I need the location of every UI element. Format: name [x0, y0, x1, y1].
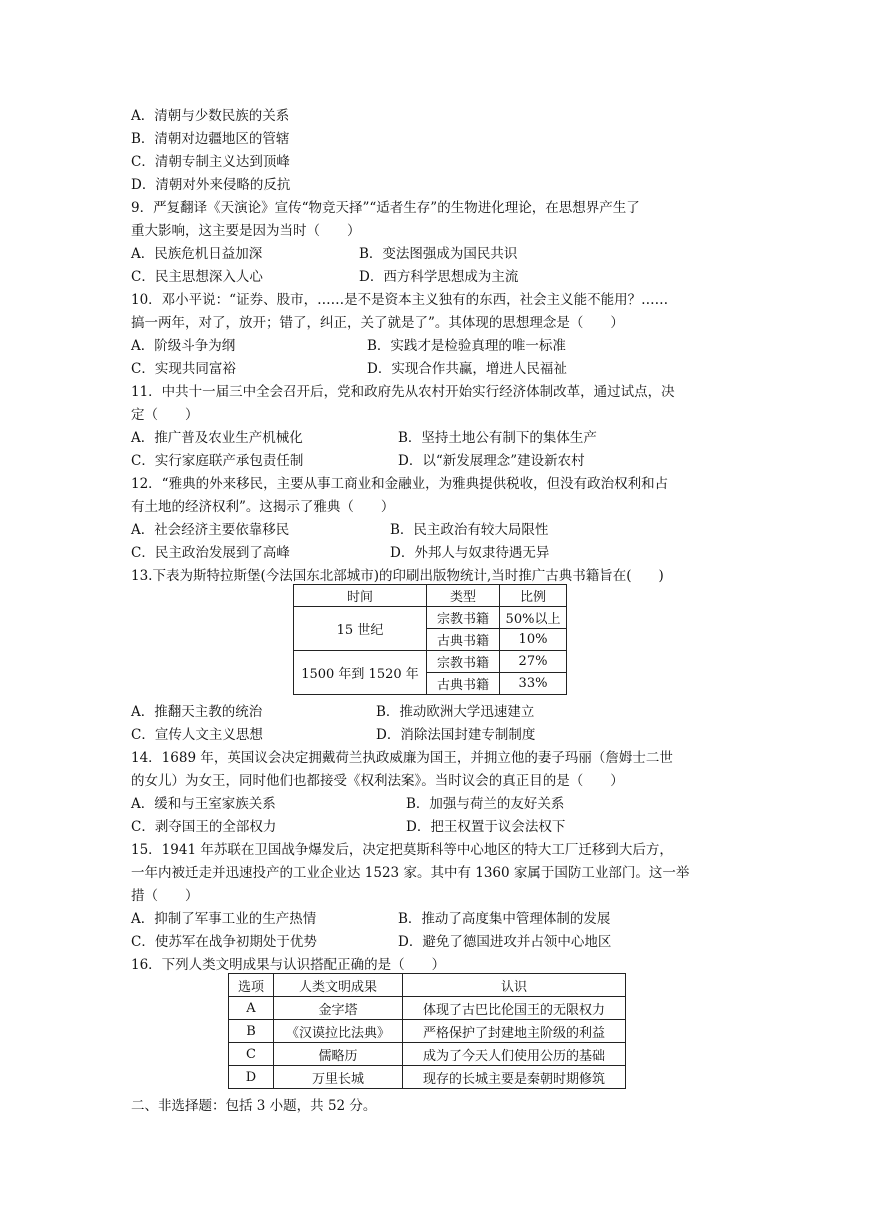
q15-option-c: C．使苏军在战争初期处于优势 [131, 934, 317, 950]
table-cell: 33% [500, 673, 567, 695]
q15-stem-line2: 一年内被迁走并迅速投产的工业企业达 1523 家。其中有 1360 家属于国防工业部门。这一举 [131, 865, 690, 881]
q10-option-b: B．实践才是检验真理的唯一标准 [367, 338, 566, 354]
q12-option-d: D．外邦人与奴隶待遇无异 [390, 545, 550, 561]
q8-option-b: B．清朝对边疆地区的管辖 [131, 131, 290, 147]
q12-stem-line1: 12．“雅典的外来移民，主要从事工商业和金融业，为雅典提供税收，但没有政治权利和占 [131, 476, 669, 492]
table-cell: 体现了古巴比伦国王的无限权力 [403, 997, 626, 1020]
table-row [229, 1043, 626, 1066]
table-row [229, 1066, 626, 1089]
q9-option-a: A．民族危机日益加深 [131, 246, 263, 262]
q11-option-b: B．坚持土地公有制下的集体生产 [398, 430, 597, 446]
table-cell: 50%以上 [500, 607, 567, 629]
table-cell: A [229, 997, 274, 1020]
q11-option-c: C．实行家庭联产承包责任制 [131, 453, 304, 469]
q13-option-a: A．推翻天主教的统治 [131, 704, 263, 720]
q10-option-d: D．实现合作共赢，增进人民福祉 [367, 361, 567, 377]
q15-option-d: D．避免了德国进攻并占领中心地区 [398, 934, 612, 950]
table-cell: 万里长城 [274, 1066, 403, 1089]
q13-stem: 13.下表为斯特拉斯堡(今法国东北部城市)的印刷出版物统计,当时推广古典书籍旨在( ) [131, 568, 664, 584]
q16-stem: 16．下列人类文明成果与认识搭配正确的是（ ） [131, 957, 446, 973]
table-cell: 金字塔 [274, 997, 403, 1020]
table-cell: 15 世纪 [294, 607, 427, 651]
table-cell: 1500 年到 1520 年 [294, 651, 427, 695]
q13-option-c: C．宣传人文主义思想 [131, 727, 263, 743]
q13-option-b: B．推动欧洲大学迅速建立 [376, 704, 535, 720]
table-cell: 宗教书籍 [427, 651, 500, 673]
table-cell: 严格保护了封建地主阶级的利益 [403, 1020, 626, 1043]
q13-table [293, 584, 567, 695]
q14-option-b: B．加强与荷兰的友好关系 [406, 796, 565, 812]
q11-stem-line1: 11．中共十一届三中全会召开后，党和政府先从农村开始实行经济体制改革，通过试点，决 [131, 384, 675, 400]
table-cell: C [229, 1043, 274, 1066]
q11-option-d: D．以“新发展理念”建设新农村 [398, 453, 585, 469]
q11-option-a: A．推广普及农业生产机械化 [131, 430, 303, 446]
table-cell: 成为了今天人们使用公历的基础 [403, 1043, 626, 1066]
q13-option-d: D．消除法国封建专制制度 [376, 727, 536, 743]
table-header-cell: 选项 [229, 974, 274, 997]
q15-stem-line3: 措（ ） [131, 888, 199, 904]
table-cell: 现存的长城主要是秦朝时期修筑 [403, 1066, 626, 1089]
q15-option-b: B．推动了高度集中管理体制的发展 [398, 911, 611, 927]
table-row [229, 997, 626, 1020]
q9-option-d: D．西方科学思想成为主流 [359, 269, 519, 285]
q12-stem-line2: 有土地的经济权利”。这揭示了雅典（ ） [131, 499, 395, 515]
q10-option-c: C．实现共同富裕 [131, 361, 236, 377]
q14-option-d: D．把王权置于议会法权下 [406, 819, 566, 835]
q10-stem-line2: 搞一两年，对了，放开；错了，纠正，关了就是了”。其体现的思想理念是（ ） [131, 315, 624, 331]
q10-stem-line1: 10．邓小平说：“证券、股市，……是不是资本主义独有的东西，社会主义能不能用？…… [131, 292, 669, 308]
q8-option-a: A．清朝与少数民族的关系 [131, 108, 290, 124]
q14-stem-line2: 的女儿）为女王，同时他们也都接受《权利法案》。当时议会的真正目的是（ ） [131, 773, 624, 789]
q9-stem-line1: 9．严复翻译《天演论》宣传“物竞天择”“适者生存”的生物进化理论，在思想界产生了 [131, 200, 640, 216]
q15-option-a: A．抑制了军事工业的生产热情 [131, 911, 317, 927]
q9-option-b: B．变法图强成为国民共识 [359, 246, 518, 262]
table-cell: 儒略历 [274, 1043, 403, 1066]
table-cell: 宗教书籍 [427, 607, 500, 629]
q8-option-d: D．清朝对外来侵略的反抗 [131, 177, 291, 193]
q16-table [228, 973, 626, 1089]
q9-stem-line2: 重大影响，这主要是因为当时（ ） [131, 223, 361, 239]
table-row [229, 1020, 626, 1043]
q8-option-c: C．清朝专制主义达到顶峰 [131, 154, 290, 170]
q9-option-c: C．民主思想深入人心 [131, 269, 263, 285]
q12-option-c: C．民主政治发展到了高峰 [131, 545, 290, 561]
q12-option-b: B．民主政治有较大局限性 [390, 522, 549, 538]
table-row [294, 651, 567, 673]
table-cell: 古典书籍 [427, 629, 500, 651]
table-header-cell: 人类文明成果 [274, 974, 403, 997]
table-header-cell: 认识 [403, 974, 626, 997]
table-header-cell: 时间 [294, 585, 427, 607]
table-cell: 古典书籍 [427, 673, 500, 695]
table-row [294, 607, 567, 629]
q12-option-a: A．社会经济主要依靠移民 [131, 522, 290, 538]
table-header-cell: 类型 [427, 585, 500, 607]
q11-stem-line2: 定（ ） [131, 407, 199, 423]
q14-stem-line1: 14．1689 年，英国议会决定拥戴荷兰执政威廉为国王，并拥立他的妻子玛丽（詹姆士二世 [131, 750, 673, 766]
table-header-row [294, 585, 567, 607]
section-heading: 二、非选择题：包括 3 小题，共 52 分。 [131, 1098, 377, 1114]
table-cell: 27% [500, 651, 567, 673]
table-cell: B [229, 1020, 274, 1043]
q14-option-a: A．缓和与王室家族关系 [131, 796, 276, 812]
table-header-cell: 比例 [500, 585, 567, 607]
table-cell: 《汉谟拉比法典》 [274, 1020, 403, 1043]
table-cell: D [229, 1066, 274, 1089]
q10-option-a: A．阶级斗争为纲 [131, 338, 236, 354]
table-header-row [229, 974, 626, 997]
q14-option-c: C．剥夺国王的全部权力 [131, 819, 277, 835]
q15-stem-line1: 15．1941 年苏联在卫国战争爆发后，决定把莫斯科等中心地区的特大工厂迁移到大后方， [131, 842, 673, 858]
table-cell: 10% [500, 629, 567, 651]
